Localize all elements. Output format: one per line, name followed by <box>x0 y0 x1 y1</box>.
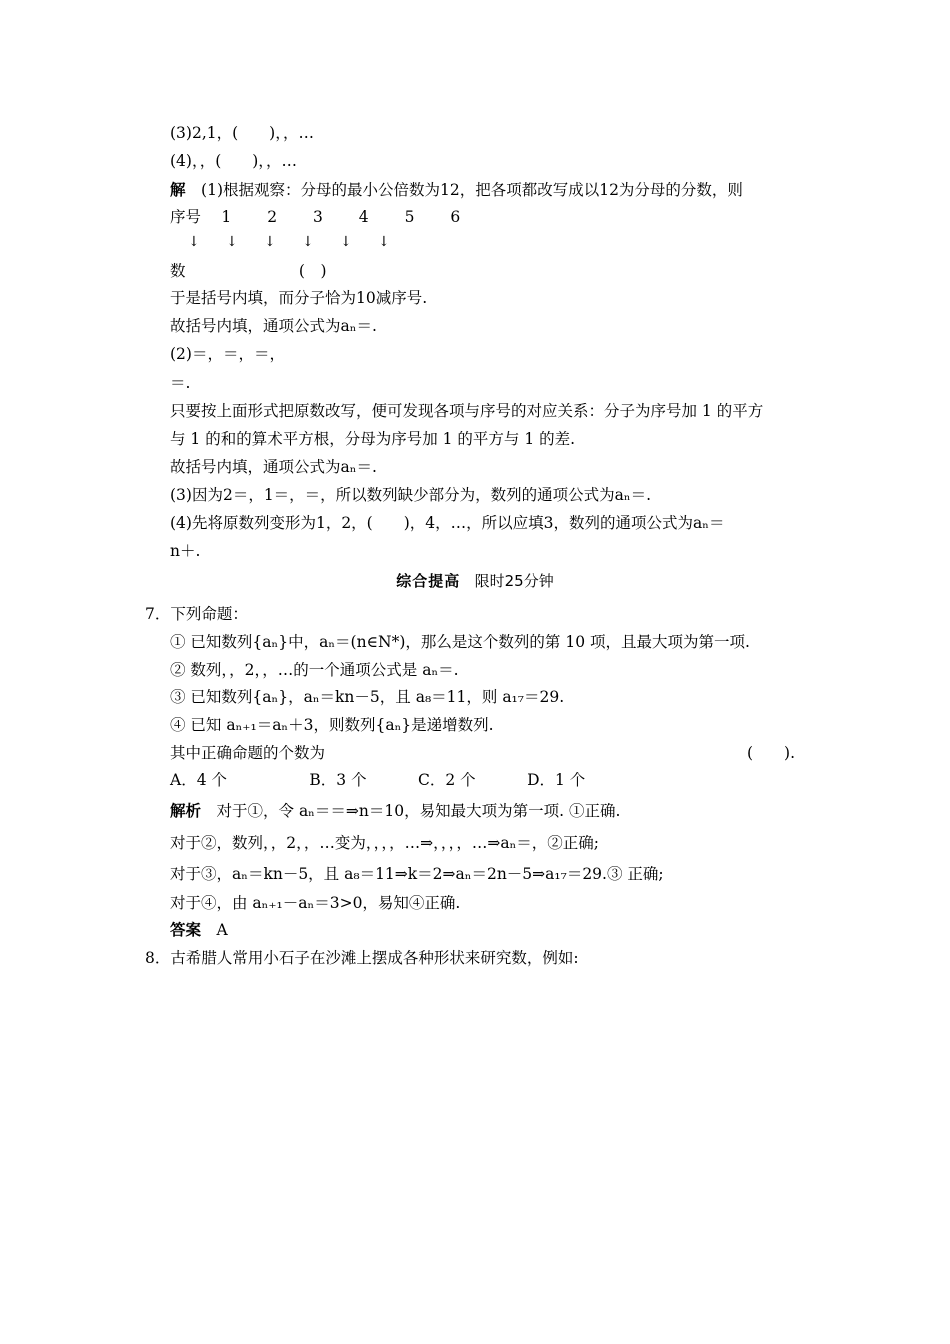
part-3-line: (3)因为2＝，1＝，＝，所以数列缺少部分为，数列的通项公式为aₙ＝. <box>170 486 652 504</box>
part-2-line-a: (2)＝，＝，＝， <box>170 345 285 363</box>
answer-value: A <box>201 921 228 939</box>
statement-1: ① 已知数列{aₙ}中，aₙ＝(n∈N*)，那么是这个数列的第 10 项，且最大项为第一项. <box>170 633 750 651</box>
number-row: 数 ( ) <box>170 262 327 280</box>
analysis-label: 解析 <box>170 801 202 820</box>
statement-2: ② 数列，，2，，…的一个通项公式是 aₙ＝. <box>170 661 459 679</box>
section-time-limit: 限时25分钟 <box>474 572 554 590</box>
analysis-text-1: 对于①，令 aₙ＝＝⇒n＝10，易知最大项为第一项. ①正确. <box>201 802 621 820</box>
analysis-line-2: 对于②，数列，，2，，…变为，，，，…⇒，，，，…⇒aₙ＝，②正确; <box>170 834 600 852</box>
answer-options: A．4 个 B．3 个 C．2 个 D．1 个 <box>170 771 586 789</box>
down-arrow-icon: ↓ <box>340 234 352 250</box>
part-2-line-d: 与 1 的和的算术平方根，分母为序号加 1 的平方与 1 的差. <box>170 430 576 448</box>
item-4-sequence: (4)，，( )，，… <box>170 152 298 170</box>
down-arrow-icon: ↓ <box>302 234 314 250</box>
answer-blank: ( ). <box>747 744 796 762</box>
statement-3: ③ 已知数列{aₙ}，aₙ＝kn－5，且 a₈＝11，则 a₁₇＝29. <box>170 688 565 706</box>
part-2-line-c: 只要按上面形式把原数改写，便可发现各项与序号的对应关系：分子为序号加 1 的平方 <box>170 402 764 420</box>
formula-1: 故括号内填，通项公式为aₙ＝. <box>170 317 377 335</box>
down-arrow-icon: ↓ <box>264 234 276 250</box>
down-arrow-icon: ↓ <box>378 234 390 250</box>
analysis-line-3: 对于③，aₙ＝kn－5，且 a₈＝11⇒k＝2⇒aₙ＝2n－5⇒a₁₇＝29.③ 正确; <box>170 865 664 883</box>
question-8-stem: 8．古希腊人常用小石子在沙滩上摆成各种形状来研究数，例如: <box>145 949 579 967</box>
arrow-row <box>188 234 428 254</box>
solution-label: 解 <box>170 180 186 199</box>
index-row: 序号 1 2 3 4 5 6 <box>170 208 461 226</box>
fill-note: 于是括号内填，而分子恰为10减序号. <box>170 289 428 307</box>
solution-1-text: (1)根据观察：分母的最小公倍数为12，把各项都改写成以12为分母的分数，则 <box>201 181 743 199</box>
statement-4: ④ 已知 aₙ₊₁＝aₙ＋3，则数列{aₙ}是递增数列. <box>170 716 494 734</box>
answer-label: 答案 <box>170 920 202 939</box>
part-4-line-b: n＋. <box>170 542 201 560</box>
item-3-sequence: (3)2,1，( )，，… <box>170 124 314 142</box>
section-heading <box>0 570 950 591</box>
formula-2: 故括号内填，通项公式为aₙ＝. <box>170 458 377 476</box>
down-arrow-icon: ↓ <box>226 234 238 250</box>
analysis-line-4: 对于④，由 aₙ₊₁－aₙ＝3>0，易知④正确. <box>170 894 461 912</box>
section-title: 综合提高 <box>396 572 461 590</box>
analysis-line-1 <box>170 801 620 821</box>
answer-line <box>170 920 228 940</box>
question-7-stem: 7．下列命题： <box>145 605 248 623</box>
part-2-line-b: ＝. <box>170 374 191 392</box>
solution-1-line <box>170 180 743 200</box>
down-arrow-icon: ↓ <box>188 234 200 250</box>
part-4-line-a: (4)先将原数列变形为1，2，( )，4，…，所以应填3，数列的通项公式为aₙ＝ <box>170 514 725 532</box>
question-ask: 其中正确命题的个数为 <box>170 744 326 762</box>
